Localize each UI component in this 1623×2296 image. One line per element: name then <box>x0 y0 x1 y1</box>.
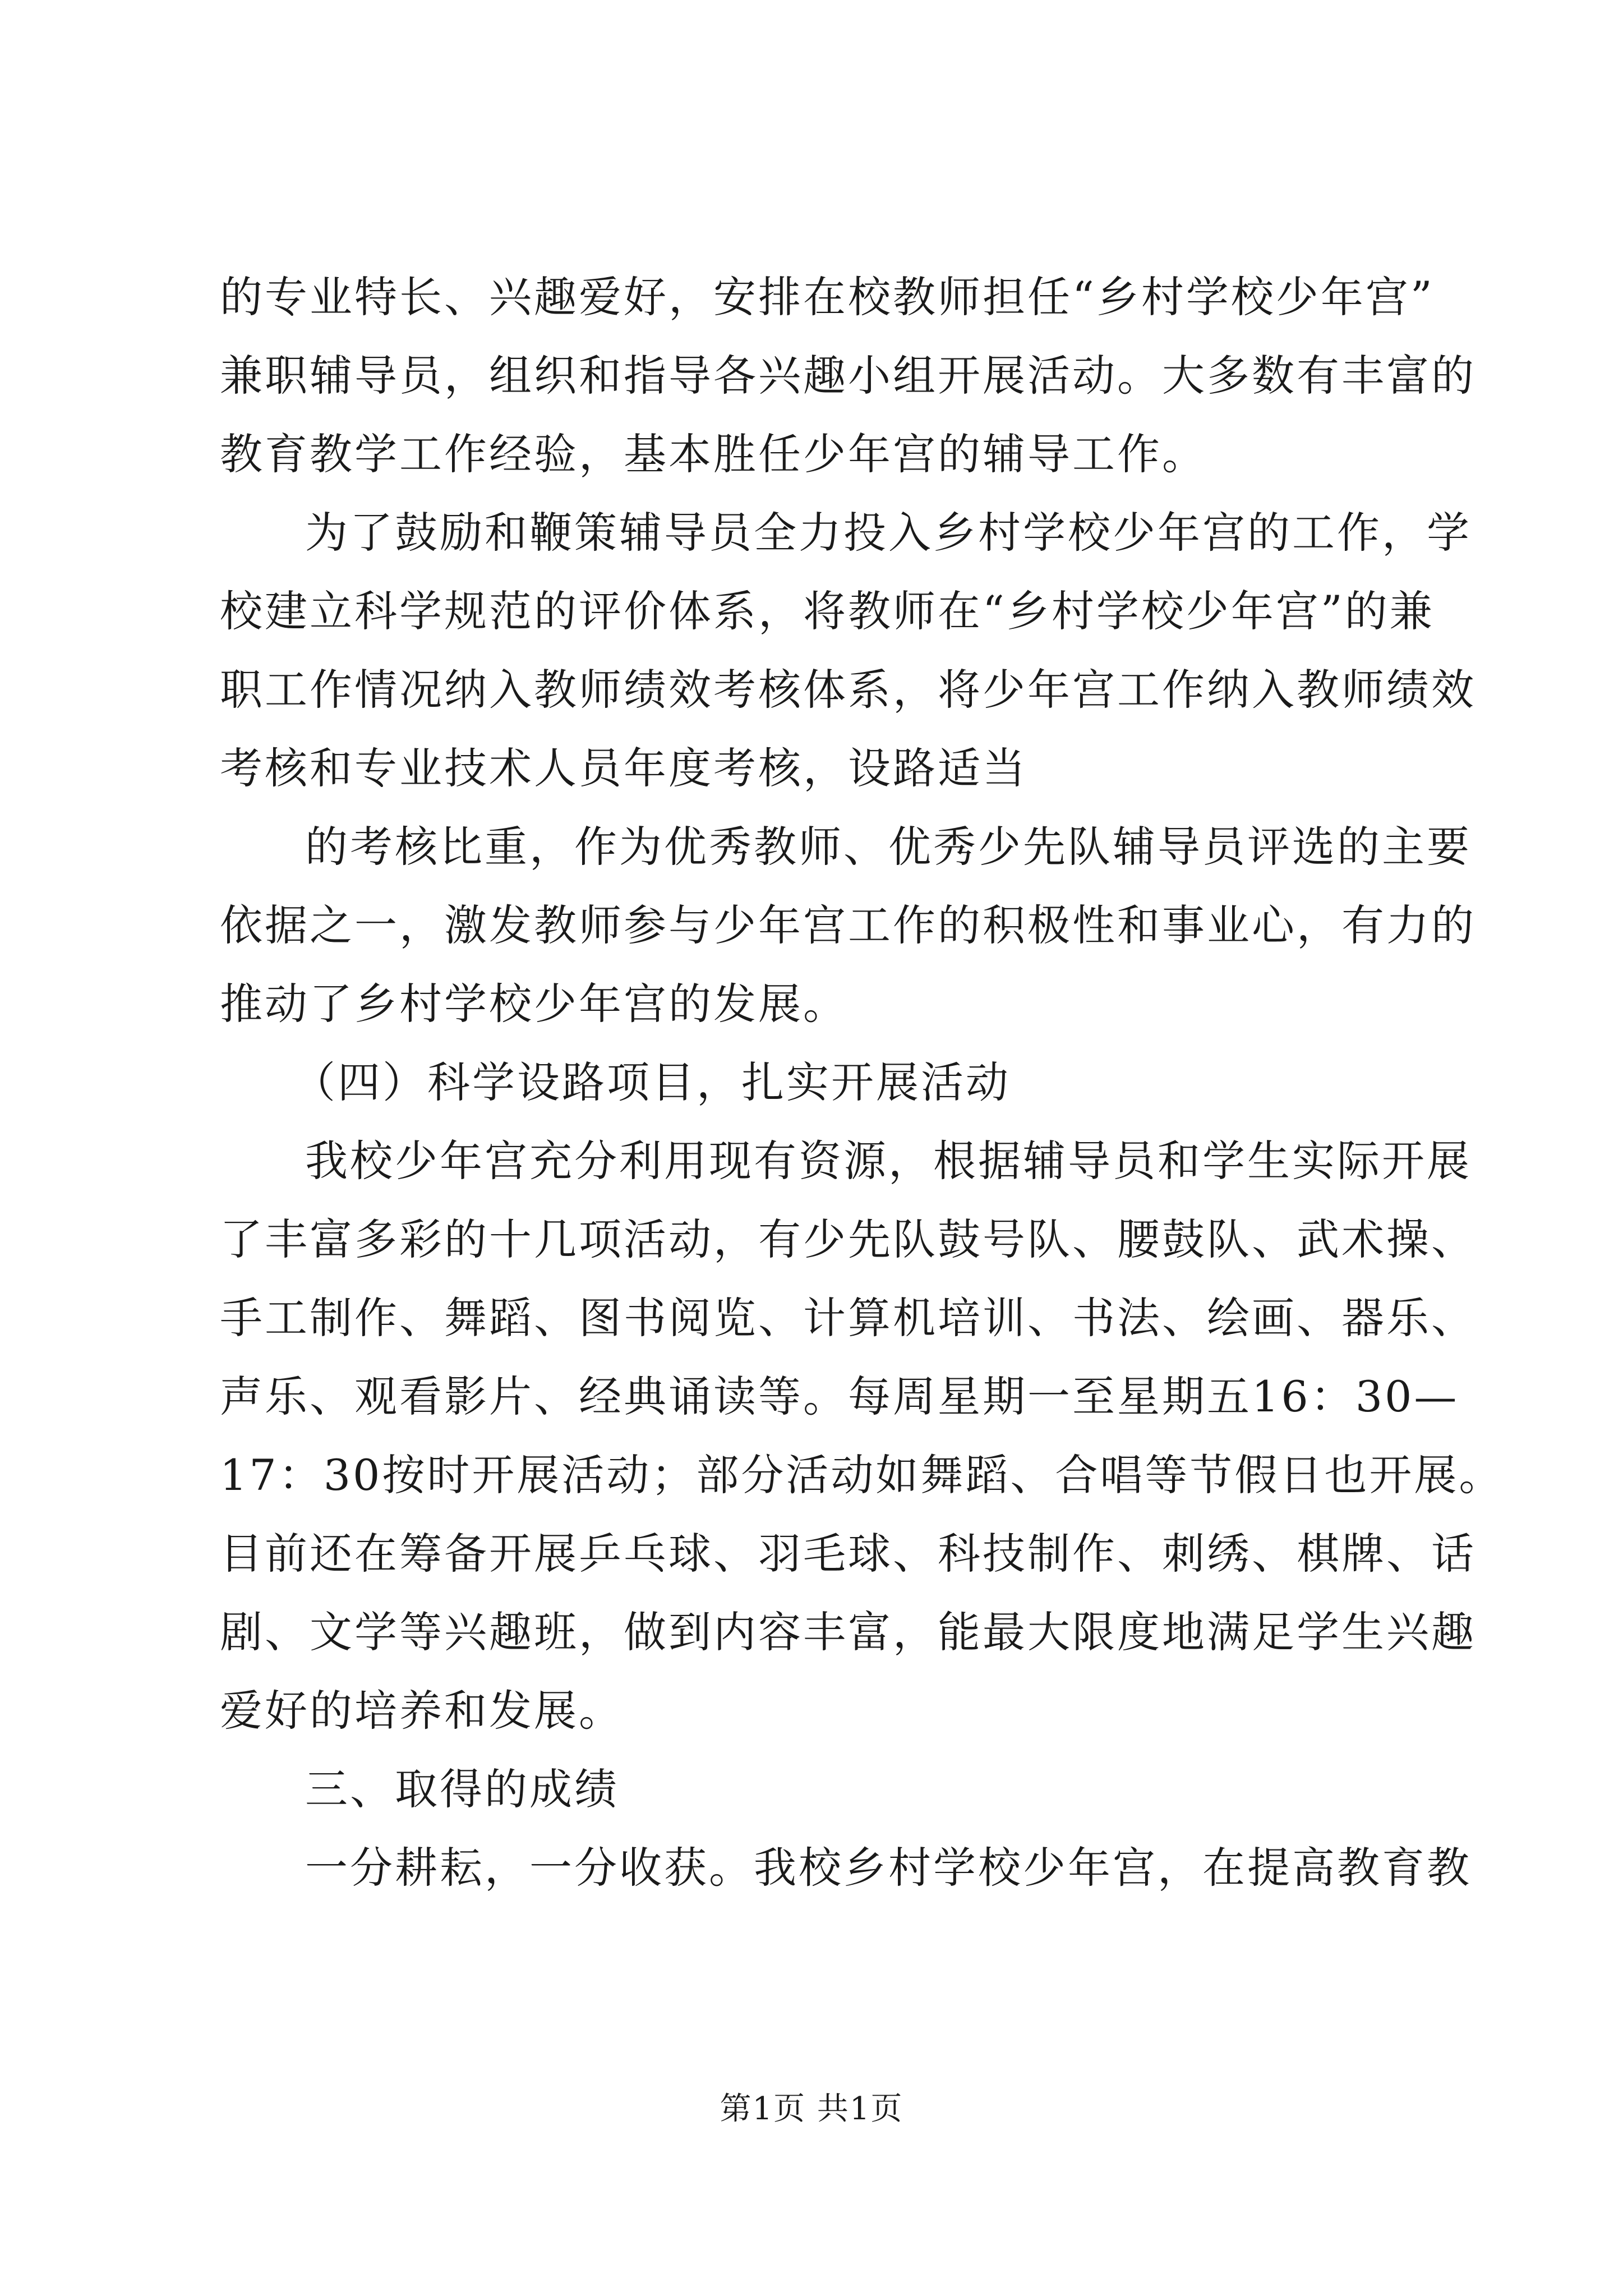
paragraph-first-line: 我校少年宫充分利用现有资源，根据辅导员和学生实际开展 <box>305 1136 1472 1186</box>
text-line: 目前还在筹备开展乒乓球、羽毛球、科技制作、刺绣、棋牌、话 <box>220 1529 1476 1579</box>
text-line: 兼职辅导员，组织和指导各兴趣小组开展活动。大多数有丰富的 <box>220 351 1476 401</box>
text-line: 职工作情况纳入教师绩效考核体系，将少年宫工作纳入教师绩效 <box>220 665 1476 715</box>
paragraph-first-line: 的考核比重，作为优秀教师、优秀少先队辅导员评选的主要 <box>305 822 1472 872</box>
text-line: 的专业特长、兴趣爱好，安排在校教师担任“乡村学校少年宫” <box>220 272 1435 322</box>
page-footer: 第1页 共1页 <box>720 2091 903 2127</box>
text-line: 手工制作、舞蹈、图书阅览、计算机培训、书法、绘画、器乐、 <box>220 1293 1476 1343</box>
paragraph-first-line: 为了鼓励和鞭策辅导员全力投入乡村学校少年宫的工作，学 <box>305 508 1472 558</box>
text-line: 依据之一，激发教师参与少年宫工作的积极性和事业心，有力的 <box>220 900 1476 950</box>
text-line: 剧、文学等兴趣班，做到内容丰富，能最大限度地满足学生兴趣 <box>220 1607 1476 1657</box>
section-heading: （四）科学设路项目，扎实开展活动 <box>293 1057 1011 1107</box>
text-line: 爱好的培养和发展。 <box>220 1686 624 1736</box>
text-line: 声乐、观看影片、经典诵读等。每周星期一至星期五16：30— <box>220 1372 1459 1421</box>
text-line: 教育教学工作经验，基本胜任少年宫的辅导工作。 <box>220 429 1207 479</box>
text-line: 考核和专业技术人员年度考核，设路适当 <box>220 743 1027 793</box>
text-line: 推动了乡村学校少年宫的发展。 <box>220 979 848 1029</box>
text-line: 17：30按时开展活动；部分活动如舞蹈、合唱等节假日也开展。 <box>220 1450 1504 1500</box>
section-heading: 三、取得的成绩 <box>305 1764 619 1814</box>
text-line: 了丰富多彩的十几项活动，有少先队鼓号队、腰鼓队、武术操、 <box>220 1214 1476 1264</box>
text-line: 校建立科学规范的评价体系，将教师在“乡村学校少年宫”的兼 <box>220 586 1435 636</box>
paragraph-first-line: 一分耕耘，一分收获。我校乡村学校少年宫，在提高教育教 <box>305 1843 1472 1893</box>
